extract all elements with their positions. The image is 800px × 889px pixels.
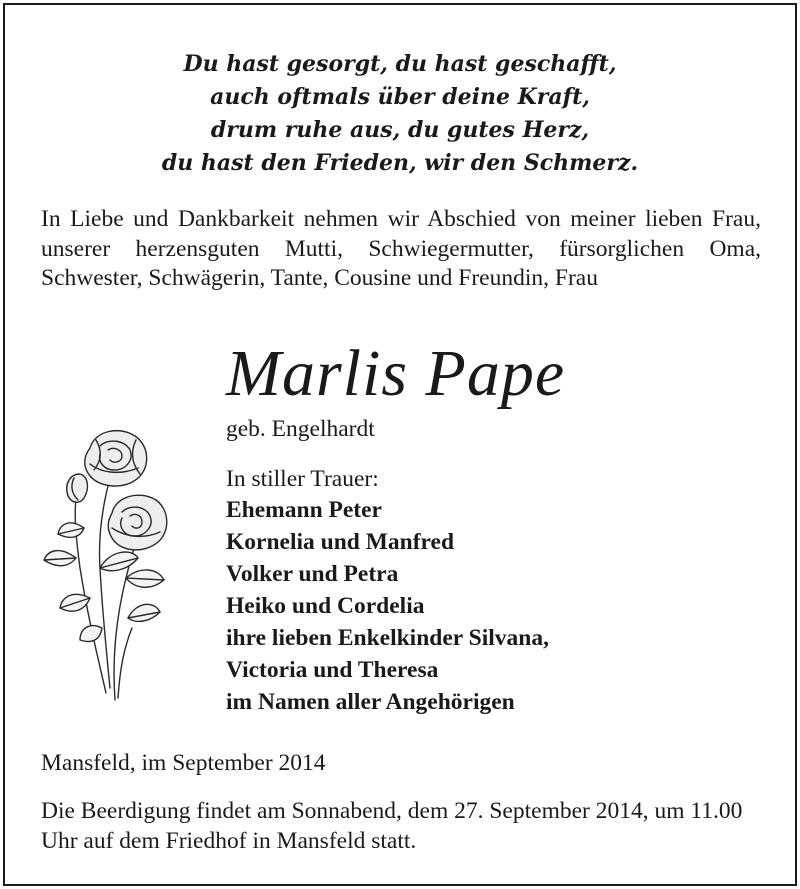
mourner-entry: im Namen aller Angehörigen: [226, 689, 515, 715]
mourner-entry: Kornelia und Manfred: [226, 529, 455, 555]
farewell-intro-text: In Liebe und Dankbarkeit nehmen wir Abschied von meiner lieben Frau, unserer herzensguten Mutti, Schwiegermutter, fürsorglichen Oma, Schwester, Schwägerin, Tante, Cousine und Freundin, Frau: [41, 206, 761, 291]
memorial-poem: [0, 48, 800, 180]
birth-name: geb. Engelhardt: [226, 416, 375, 442]
mourner-entry: Volker und Petra: [226, 561, 399, 587]
poem-line: du hast den Frieden, wir den Schmerz.: [161, 150, 639, 176]
mourner-entry: Ehemann Peter: [226, 497, 382, 523]
mourning-label: In stiller Trauer:: [226, 466, 379, 492]
mourners-list: [226, 494, 549, 718]
mourner-entry: Victoria und Theresa: [226, 657, 439, 683]
mourner-entry: ihre lieben Enkelkinder Silvana,: [226, 625, 549, 651]
poem-line: Du hast gesorgt, du hast geschafft,: [183, 51, 617, 77]
poem-line: drum ruhe aus, du gutes Herz,: [210, 117, 590, 143]
poem-line: auch oftmals über deine Kraft,: [210, 84, 590, 110]
rose-bouquet-icon: [40, 418, 180, 708]
funeral-details: Die Beerdigung findet am Sonnabend, dem 27. September 2014, um 11.00 Uhr auf dem Friedhof in Mansfeld statt.: [41, 798, 743, 854]
deceased-name: Marlis Pape: [226, 337, 566, 410]
place-and-date: Mansfeld, im September 2014: [41, 750, 326, 776]
mourner-entry: Heiko und Cordelia: [226, 593, 425, 619]
